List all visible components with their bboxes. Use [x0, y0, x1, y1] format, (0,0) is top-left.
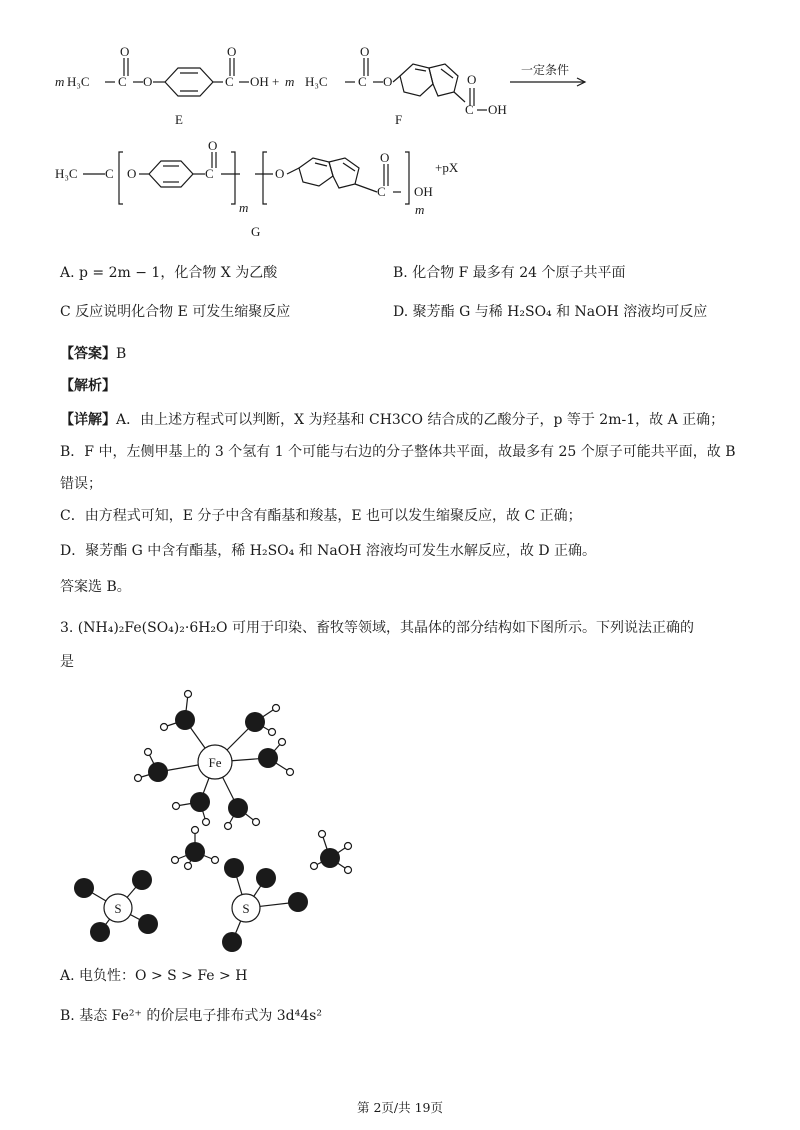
answer-select: 答案选 B。: [60, 579, 131, 595]
carbon-label: C: [225, 74, 234, 89]
detail-line-d: D．聚芳酯 G 中含有酯基，稀 H₂SO₄ 和 NaOH 溶液均可发生水解反应，故 D 正确。: [60, 543, 597, 559]
byproduct-px: +pX: [435, 160, 459, 175]
coefficient-m: m: [285, 74, 295, 89]
polymer-structure-g: [55, 140, 485, 240]
sulfur-atom-label: S: [114, 901, 122, 916]
methyl-label: H₃C: [67, 74, 90, 89]
carbon-label: C: [465, 102, 474, 117]
methyl-label: H₃C: [305, 74, 328, 89]
question-3-option-b: B. 基态 Fe²⁺ 的价层电子排布式为 3d⁴4s²: [60, 1008, 322, 1024]
oxygen-label: O: [227, 44, 237, 59]
sulfur-atom-label: S: [242, 901, 250, 916]
carbon-label: C: [358, 74, 367, 89]
reaction-scheme-reactants: [55, 40, 600, 130]
reaction-condition: 一定条件: [521, 63, 570, 77]
repeat-subscript-m: m: [239, 200, 249, 215]
page-number: 第 2页/共 19页: [356, 1100, 444, 1115]
oxygen-label: O: [360, 44, 370, 59]
option-b: B. 化合物 F 最多有 24 个原子共平面: [393, 265, 626, 281]
detail-text: A．由上述方程式可以判断，X 为羟基和 CH3CO 结合成的乙酸分子，p 等于 2m-1，故 A 正确；: [116, 412, 725, 428]
detail-line-c: C．由方程式可知，E 分子中含有酯基和羧基，E 也可以发生缩聚反应，故 C 正确；: [60, 508, 582, 524]
carbon-label: C: [105, 166, 114, 181]
carbon-label: C: [377, 184, 386, 199]
oxygen-label: O: [275, 166, 285, 181]
answer-value: B: [116, 346, 127, 362]
repeat-subscript-m: m: [415, 202, 425, 217]
carbon-label: C: [205, 166, 214, 181]
detail-tag: 【详解】: [60, 412, 116, 428]
option-c: C 反应说明化合物 E 可发生缩聚反应: [60, 304, 291, 320]
answer-block: [60, 344, 126, 364]
oxygen-label: O: [127, 166, 137, 181]
compound-label-g: G: [251, 224, 261, 239]
question-3-option-a: A. 电负性：O > S > Fe > H: [60, 968, 248, 984]
oxygen-label: O: [120, 44, 130, 59]
crystal-structure-figure: [60, 680, 380, 960]
carbon-label: C: [118, 74, 127, 89]
hydroxyl-label: OH: [488, 102, 507, 117]
answer-tag: 【答案】: [60, 346, 116, 362]
oxygen-label: O: [208, 140, 218, 153]
compound-label-e: E: [175, 112, 183, 127]
question-3-stem-cont: 是: [60, 654, 74, 670]
oxygen-label: O: [467, 72, 477, 87]
coefficient-m: m: [55, 74, 65, 89]
compound-label-f: F: [395, 112, 403, 127]
detail-line-b: B．F 中，左侧甲基上的 3 个氢有 1 个可能与右边的分子整体共平面，故最多有 25 个原子可能共平面，故 B: [60, 444, 736, 460]
oxygen-label: O: [143, 74, 153, 89]
oxygen-label: O: [383, 74, 393, 89]
methyl-label: H₃C: [55, 166, 78, 181]
hydroxyl-plus-label: OH +: [250, 74, 280, 89]
option-d: D. 聚芳酯 G 与稀 H₂SO₄ 和 NaOH 溶液均可反应: [393, 304, 708, 320]
question-3-stem: 3. (NH₄)₂Fe(SO₄)₂·6H₂O 可用于印染、畜牧等领域，其晶体的部分结构如下图所示。下列说法正确的: [60, 620, 694, 636]
detail-line-a: [60, 410, 724, 430]
iron-atom-label: Fe: [208, 755, 222, 770]
oxygen-label: O: [380, 150, 390, 165]
analysis-tag: 【解析】: [60, 378, 116, 394]
detail-line-b-cont: 错误；: [60, 476, 102, 492]
hydroxyl-label: OH: [414, 184, 433, 199]
option-a: A. p = 2m − 1，化合物 X 为乙酸: [60, 265, 278, 281]
